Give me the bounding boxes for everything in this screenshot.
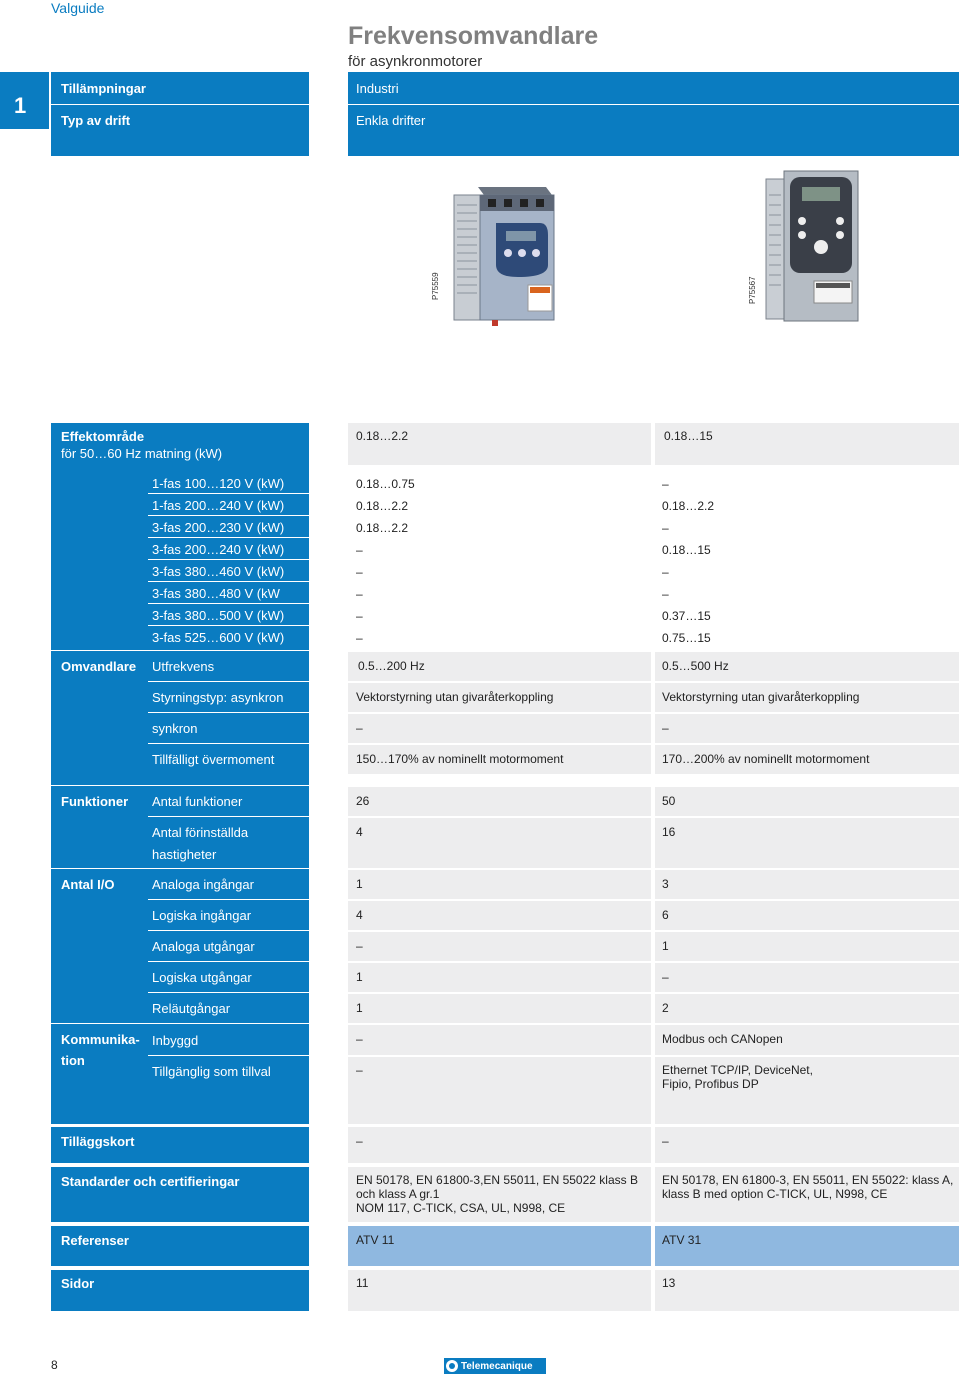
power-row-col2: 0.75…15: [662, 631, 711, 645]
converter-group-label: Omvandlare: [61, 659, 137, 674]
value-cell: [348, 787, 651, 816]
product-image-atv11: [448, 165, 568, 335]
value-cell: [348, 1025, 651, 1055]
functions-row-col1: 4: [356, 825, 363, 839]
converter-row-col1: 150…170% av nominellt motormoment: [356, 752, 564, 766]
functions-row-label: Antal förinställda: [152, 825, 249, 840]
value-cell: [348, 963, 651, 992]
divider: [148, 515, 309, 516]
io-row-label: Logiska utgångar: [152, 970, 252, 985]
drive-type-value: Enkla drifter: [356, 113, 426, 128]
references-label: Referenser: [61, 1233, 129, 1248]
io-row-col1: 4: [356, 908, 363, 922]
divider: [148, 1055, 309, 1056]
io-row-col2: –: [662, 970, 669, 984]
value-cell: [655, 1270, 959, 1311]
power-row-label: 3-fas 380…500 V (kW): [152, 608, 285, 623]
power-row-label: 1-fas 100…120 V (kW): [152, 476, 285, 491]
io-row-col1: 1: [356, 1001, 363, 1015]
divider: [348, 104, 959, 105]
functions-row-col1: 26: [356, 794, 370, 808]
value-cell: [655, 870, 959, 899]
divider: [148, 930, 309, 931]
page-subtitle: för asynkronmotorer: [348, 53, 483, 70]
io-row-label: Analoga ingångar: [152, 877, 254, 892]
brand-name: Telemecanique: [461, 1360, 533, 1372]
functions-row-label: Antal funktioner: [152, 794, 243, 809]
power-row-col2: 0.18…15: [662, 543, 711, 557]
divider: [148, 603, 309, 604]
functions-group-label: Funktioner: [61, 794, 129, 809]
power-row-label: 1-fas 200…240 V (kW): [152, 498, 285, 513]
divider: [148, 992, 309, 993]
communication-row-col2: Ethernet TCP/IP, DeviceNet,: [662, 1063, 813, 1077]
value-cell: [348, 901, 651, 930]
io-row-col1: 1: [356, 877, 363, 891]
value-cell: [655, 963, 959, 992]
divider: [148, 712, 309, 713]
power-row-label: 3-fas 200…230 V (kW): [152, 520, 285, 535]
image-caption-right: P75567: [748, 276, 757, 304]
value-cell: [348, 870, 651, 899]
divider: [51, 650, 309, 651]
divider: [148, 743, 309, 744]
applications-value: Industri: [356, 81, 399, 96]
page-title: Frekvensomvandlare: [348, 22, 599, 50]
io-row-label: Analoga utgångar: [152, 939, 255, 954]
communication-row-label: Inbyggd: [152, 1033, 199, 1048]
divider: [148, 816, 309, 817]
standards-col1-cont: och klass A gr.1: [356, 1187, 440, 1201]
standards-col1: EN 50178, EN 61800-3,EN 55011, EN 55022 klass B: [356, 1173, 638, 1187]
header-value-panel: [348, 72, 959, 156]
io-row-col2: 1: [662, 939, 669, 953]
power-row-col2: –: [662, 565, 669, 579]
drive-type-label: Typ av drift: [61, 113, 131, 128]
communication-row-col1: –: [356, 1032, 363, 1046]
value-cell: [655, 994, 959, 1023]
value-cell: [655, 1127, 959, 1163]
divider: [148, 625, 309, 626]
section-label: Valguide: [51, 0, 105, 16]
standards-col2: EN 50178, EN 61800-3, EN 55011, EN 55022: klass A,: [662, 1173, 954, 1187]
power-row-label: 3-fas 200…240 V (kW): [152, 542, 285, 557]
value-cell: [655, 714, 959, 743]
communication-group-label: Kommunika-: [61, 1032, 140, 1047]
converter-row-col1: –: [356, 721, 363, 735]
power-row-col2: 0.37…15: [662, 609, 711, 623]
power-row-label: 3-fas 380…480 V (kW: [152, 586, 280, 601]
power-row-label: 3-fas 380…460 V (kW): [152, 564, 285, 579]
io-row-label: Reläutgångar: [152, 1001, 231, 1016]
standards-label: Standarder och certifieringar: [61, 1174, 240, 1189]
converter-row-col2: 170…200% av nominellt motormoment: [662, 752, 870, 766]
divider: [148, 559, 309, 560]
functions-row-col2: 16: [662, 825, 676, 839]
value-cell: [655, 932, 959, 961]
divider: [148, 899, 309, 900]
power-range-col1: 0.18…2.2: [356, 429, 409, 443]
io-row-label: Logiska ingångar: [152, 908, 252, 923]
converter-row-label: Tillfälligt övermoment: [152, 752, 275, 767]
converter-row-col1: Vektorstyrning utan givaråterkoppling: [356, 690, 554, 704]
reference-atv31: ATV 31: [662, 1233, 702, 1247]
power-row-col2: –: [662, 521, 669, 535]
divider: [148, 961, 309, 962]
io-row-col1: –: [356, 939, 363, 953]
power-row-label: 3-fas 525…600 V (kW): [152, 630, 285, 645]
product-image-atv31: [762, 165, 867, 335]
converter-row-col2: –: [662, 721, 669, 735]
value-cell: [348, 1127, 651, 1163]
converter-row-label: Styrningstyp: asynkron: [152, 690, 284, 705]
pages-col1[interactable]: 11: [356, 1276, 369, 1290]
power-row-col1: –: [356, 565, 363, 579]
communication-row-label: Tillgänglig som tillval: [152, 1064, 271, 1079]
communication-group-label-cont: tion: [61, 1053, 85, 1068]
power-row-col2: 0.18…2.2: [662, 499, 715, 513]
option-cards-col2: –: [662, 1134, 669, 1148]
value-cell: [348, 714, 651, 743]
value-cell: [655, 818, 959, 868]
converter-row-label: Utfrekvens: [152, 659, 215, 674]
pages-label: Sidor: [61, 1276, 95, 1291]
power-row-col1: 0.18…2.2: [356, 499, 409, 513]
value-cell: [348, 994, 651, 1023]
io-group-label: Antal I/O: [61, 877, 115, 892]
converter-row-label: synkron: [152, 721, 198, 736]
power-row-col1: 0.18…2.2: [356, 521, 409, 535]
power-range-sublabel: för 50…60 Hz matning (kW): [61, 446, 223, 461]
power-row-col1: –: [356, 543, 363, 557]
power-row-col1: 0.18…0.75: [356, 477, 415, 491]
image-caption-left: P75559: [431, 272, 440, 300]
power-range-col2: 0.18…15: [664, 429, 713, 443]
io-row-col2: 2: [662, 1001, 669, 1015]
converter-row-col1: 0.5…200 Hz: [358, 659, 425, 673]
divider: [148, 493, 309, 494]
value-cell: [655, 901, 959, 930]
value-cell: [348, 818, 651, 868]
power-row-col2: –: [662, 587, 669, 601]
communication-row-col1: –: [356, 1063, 363, 1077]
chapter-number: 1: [0, 72, 49, 129]
divider: [148, 581, 309, 582]
converter-row-col2: Vektorstyrning utan givaråterkoppling: [662, 690, 860, 704]
communication-row-col2: Modbus och CANopen: [662, 1032, 783, 1046]
brand-logo-icon: [446, 1360, 458, 1372]
standards-col1-cont: NOM 117, C-TICK, CSA, UL, N998, CE: [356, 1201, 566, 1215]
reference-atv11: ATV 11: [356, 1233, 395, 1247]
io-row-col1: 1: [356, 970, 363, 984]
option-cards-col1: –: [356, 1134, 363, 1148]
io-row-col2: 3: [662, 877, 669, 891]
divider: [51, 785, 309, 786]
brand-logo: [444, 1358, 546, 1374]
io-row-col2: 6: [662, 908, 669, 922]
power-row-col1: –: [356, 631, 363, 645]
converter-row-col2: 0.5…500 Hz: [662, 659, 729, 673]
divider: [148, 681, 309, 682]
divider: [51, 104, 309, 105]
functions-row-col2: 50: [662, 794, 676, 808]
value-cell: [655, 787, 959, 816]
value-cell: [348, 932, 651, 961]
functions-row-label-cont: hastigheter: [152, 847, 217, 862]
divider: [148, 537, 309, 538]
pages-col2[interactable]: 13: [662, 1276, 676, 1290]
divider: [51, 868, 309, 869]
communication-row-col2-cont: Fipio, Profibus DP: [662, 1077, 759, 1091]
divider: [51, 1023, 309, 1024]
power-row-col1: –: [356, 609, 363, 623]
power-row-col1: –: [356, 587, 363, 601]
page-number: 8: [51, 1358, 58, 1372]
option-cards-label: Tilläggskort: [61, 1134, 135, 1149]
applications-label: Tillämpningar: [61, 81, 146, 96]
power-range-label: Effektområde: [61, 429, 145, 444]
value-cell: [348, 1057, 651, 1124]
standards-col2-cont: klass B med option C-TICK, UL, N998, CE: [662, 1187, 888, 1201]
power-row-col2: –: [662, 477, 669, 491]
value-cell: [348, 1270, 651, 1311]
